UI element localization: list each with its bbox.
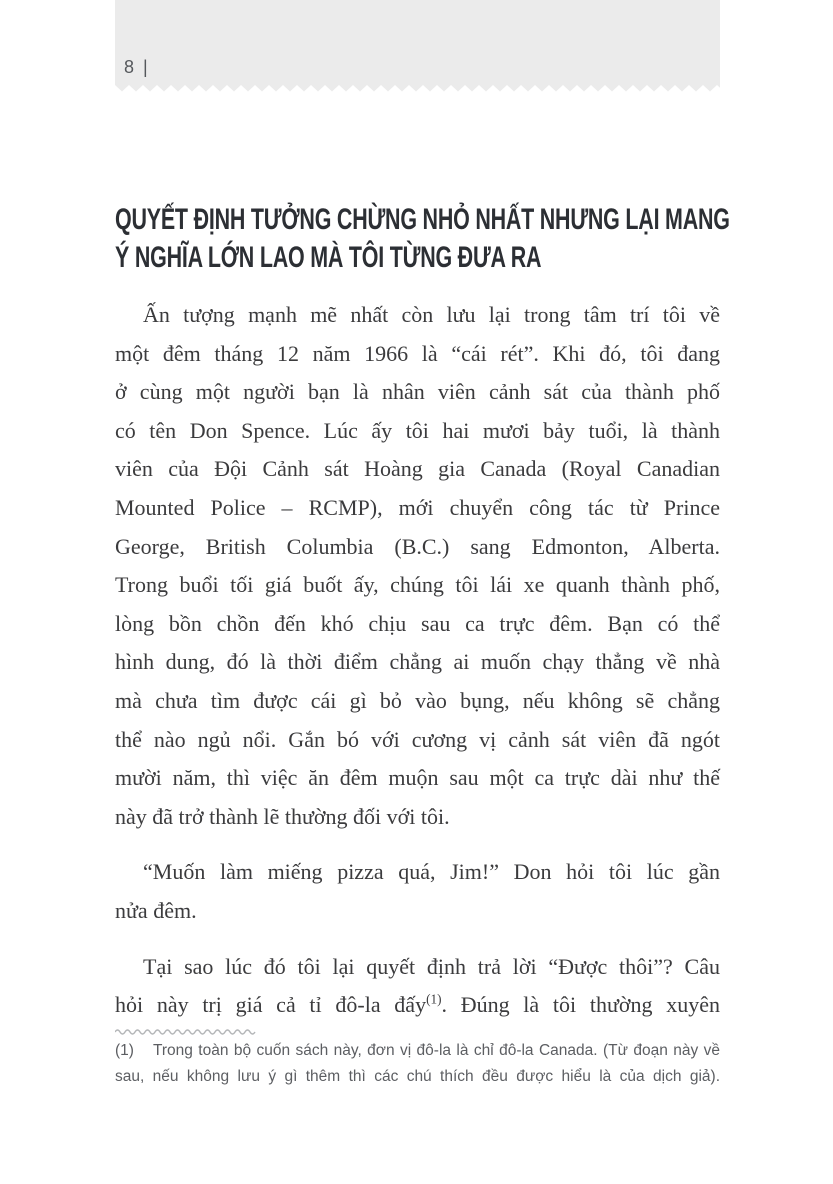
text-segment: . Đúng là tôi thường xuyên	[441, 992, 720, 1018]
torn-paper-edge-icon	[115, 85, 720, 92]
text-line: Ấn tượng mạnh mẽ nhất còn lưu lại trong tâm trí tôi về	[143, 302, 720, 327]
text-line: mười năm, thì việc ăn đêm muộn sau một ca trực dài như thế	[115, 765, 720, 791]
text-line: Trong buổi tối giá buốt ấy, chúng tôi lái xe quanh thành phố,	[115, 572, 720, 598]
text-line: “Muốn làm miếng pizza quá, Jim!” Don hỏi tôi lúc gần	[143, 859, 720, 885]
scan-header-band	[115, 0, 720, 85]
text-line: mà chưa tìm được cái gì bỏ vào bụng, nếu không sẽ chẳng	[115, 687, 720, 713]
footnote-text: Trong toàn bộ cuốn sách này, đơn vị đô-la là chỉ đô-la Canada. (Từ đoạn này về sau, nếu không lưu ý gì thêm thì các chú thích đều được hiểu là của dịch giả).	[115, 1042, 720, 1085]
text-line: một đêm tháng 12 năm 1966 là “cái rét”. Khi đó, tôi đang	[115, 340, 720, 366]
text-segment: hỏi này trị giá cả tỉ đô-la đấy	[115, 992, 427, 1018]
text-line: có tên Don Spence. Lúc ấy tôi hai mươi bảy tuổi, là thành	[115, 417, 720, 443]
text-line: lòng bồn chồn đến khó chịu sau ca trực đêm. Bạn có thể	[115, 610, 720, 636]
text-line: viên của Đội Cảnh sát Hoàng gia Canada (Royal Canadian	[115, 456, 720, 482]
text-line	[115, 986, 720, 1025]
paragraph	[115, 948, 720, 1025]
paragraph	[115, 296, 720, 836]
body-text	[115, 296, 720, 1042]
text-line: nửa đêm.	[115, 897, 197, 923]
text-line: George, British Columbia (B.C.) sang Edmonton, Alberta.	[115, 533, 720, 559]
text-line: này đã trở thành lẽ thường đối với tôi.	[115, 803, 450, 829]
paragraph	[115, 853, 720, 930]
chapter-heading-line-1: QUYẾT ĐỊNH TƯỞNG CHỪNG NHỎ NHẤT NHƯNG LẠI MANG	[115, 203, 730, 236]
footnote-separator-icon	[115, 1027, 260, 1036]
footnote-reference: (1)	[426, 991, 442, 1007]
text-line: hình dung, đó là thời điểm chẳng ai muốn chạy thẳng về nhà	[115, 649, 720, 675]
footnote	[115, 1038, 720, 1089]
text-line: Tại sao lúc đó tôi lại quyết định trả lời “Được thôi”? Câu	[143, 953, 720, 979]
footnote-marker: (1)	[115, 1042, 134, 1059]
text-line: thể nào ngủ nổi. Gắn bó với cương vị cảnh sát viên đã ngót	[115, 726, 720, 752]
text-line: Mounted Police – RCMP), mới chuyển công tác từ Prince	[115, 494, 720, 520]
chapter-heading	[115, 201, 730, 277]
page-number: 8 |	[124, 57, 150, 77]
text-line: ở cùng một người bạn là nhân viên cảnh sát của thành phố	[115, 379, 720, 405]
chapter-heading-line-2: Ý NGHĨA LỚN LAO MÀ TÔI TỪNG ĐƯA RA	[115, 241, 542, 274]
